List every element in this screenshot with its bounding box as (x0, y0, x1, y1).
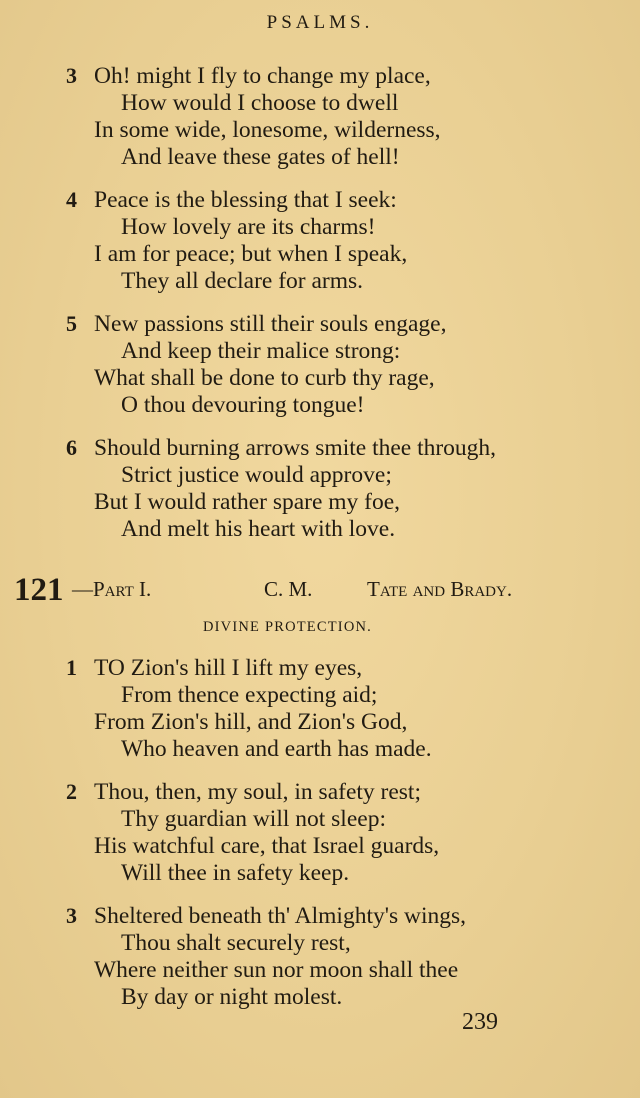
verse-line: By day or night molest. (121, 984, 343, 1010)
verse-line: From Zion's hill, and Zion's God, (94, 709, 408, 735)
verse-line: How lovely are its charms! (121, 214, 376, 240)
verse-line: TO Zion's hill I lift my eyes, (94, 655, 363, 681)
hymn-author: Tate and Brady. (367, 577, 513, 601)
verse-line: O thou devouring tongue! (121, 392, 365, 418)
verse-line: And melt his heart with love. (121, 516, 396, 542)
verse-line: Thou, then, my soul, in safety rest; (94, 779, 421, 805)
verse-line: Strict justice would approve; (121, 462, 392, 488)
verse-line: Should burning arrows smite thee through, (94, 435, 497, 461)
verse-line: Will thee in safety keep. (121, 860, 350, 886)
verse-line: Sheltered beneath th' Almighty's wings, (94, 903, 467, 929)
verse-line: I am for peace; but when I speak, (94, 241, 408, 267)
stanza-number: 6 (66, 435, 77, 460)
stanza-number: 5 (66, 311, 77, 336)
hymn-number: 121 (14, 572, 64, 608)
page-number: 239 (462, 1009, 498, 1035)
verse-line: How would I choose to dwell (121, 90, 399, 116)
verse-line: And keep their malice strong: (121, 338, 401, 364)
hymn-subtitle: DIVINE PROTECTION. (202, 619, 372, 635)
stanza-number: 4 (66, 187, 77, 212)
verse-line: Thy guardian will not sleep: (121, 806, 386, 832)
verse-line: What shall be done to curb thy rage, (94, 365, 435, 391)
verse-line: In some wide, lonesome, wilderness, (94, 117, 441, 143)
verse-line: From thence expecting aid; (121, 682, 378, 708)
stanza-number: 2 (66, 779, 77, 804)
running-head: PSALMS. (266, 12, 374, 33)
verse-line: Where neither sun nor moon shall thee (94, 957, 459, 983)
hymn-part: —Part I. (72, 577, 152, 601)
verse-line: Peace is the blessing that I seek: (94, 187, 397, 213)
verse-line: But I would rather spare my foe, (94, 489, 401, 515)
hymn-meter: C. M. (264, 577, 313, 601)
verse-line: His watchful care, that Israel guards, (94, 833, 440, 859)
stanza-number: 3 (66, 63, 77, 88)
verse-line: They all declare for arms. (121, 268, 364, 294)
stanza-number: 1 (66, 655, 77, 680)
verse-line: Thou shalt securely rest, (121, 930, 351, 956)
verse-line: And leave these gates of hell! (121, 144, 400, 170)
verse-line: Oh! might I fly to change my place, (94, 63, 431, 89)
stanza-number: 3 (66, 903, 77, 928)
verse-line: New passions still their souls engage, (94, 311, 447, 337)
verse-line: Who heaven and earth has made. (121, 736, 432, 762)
